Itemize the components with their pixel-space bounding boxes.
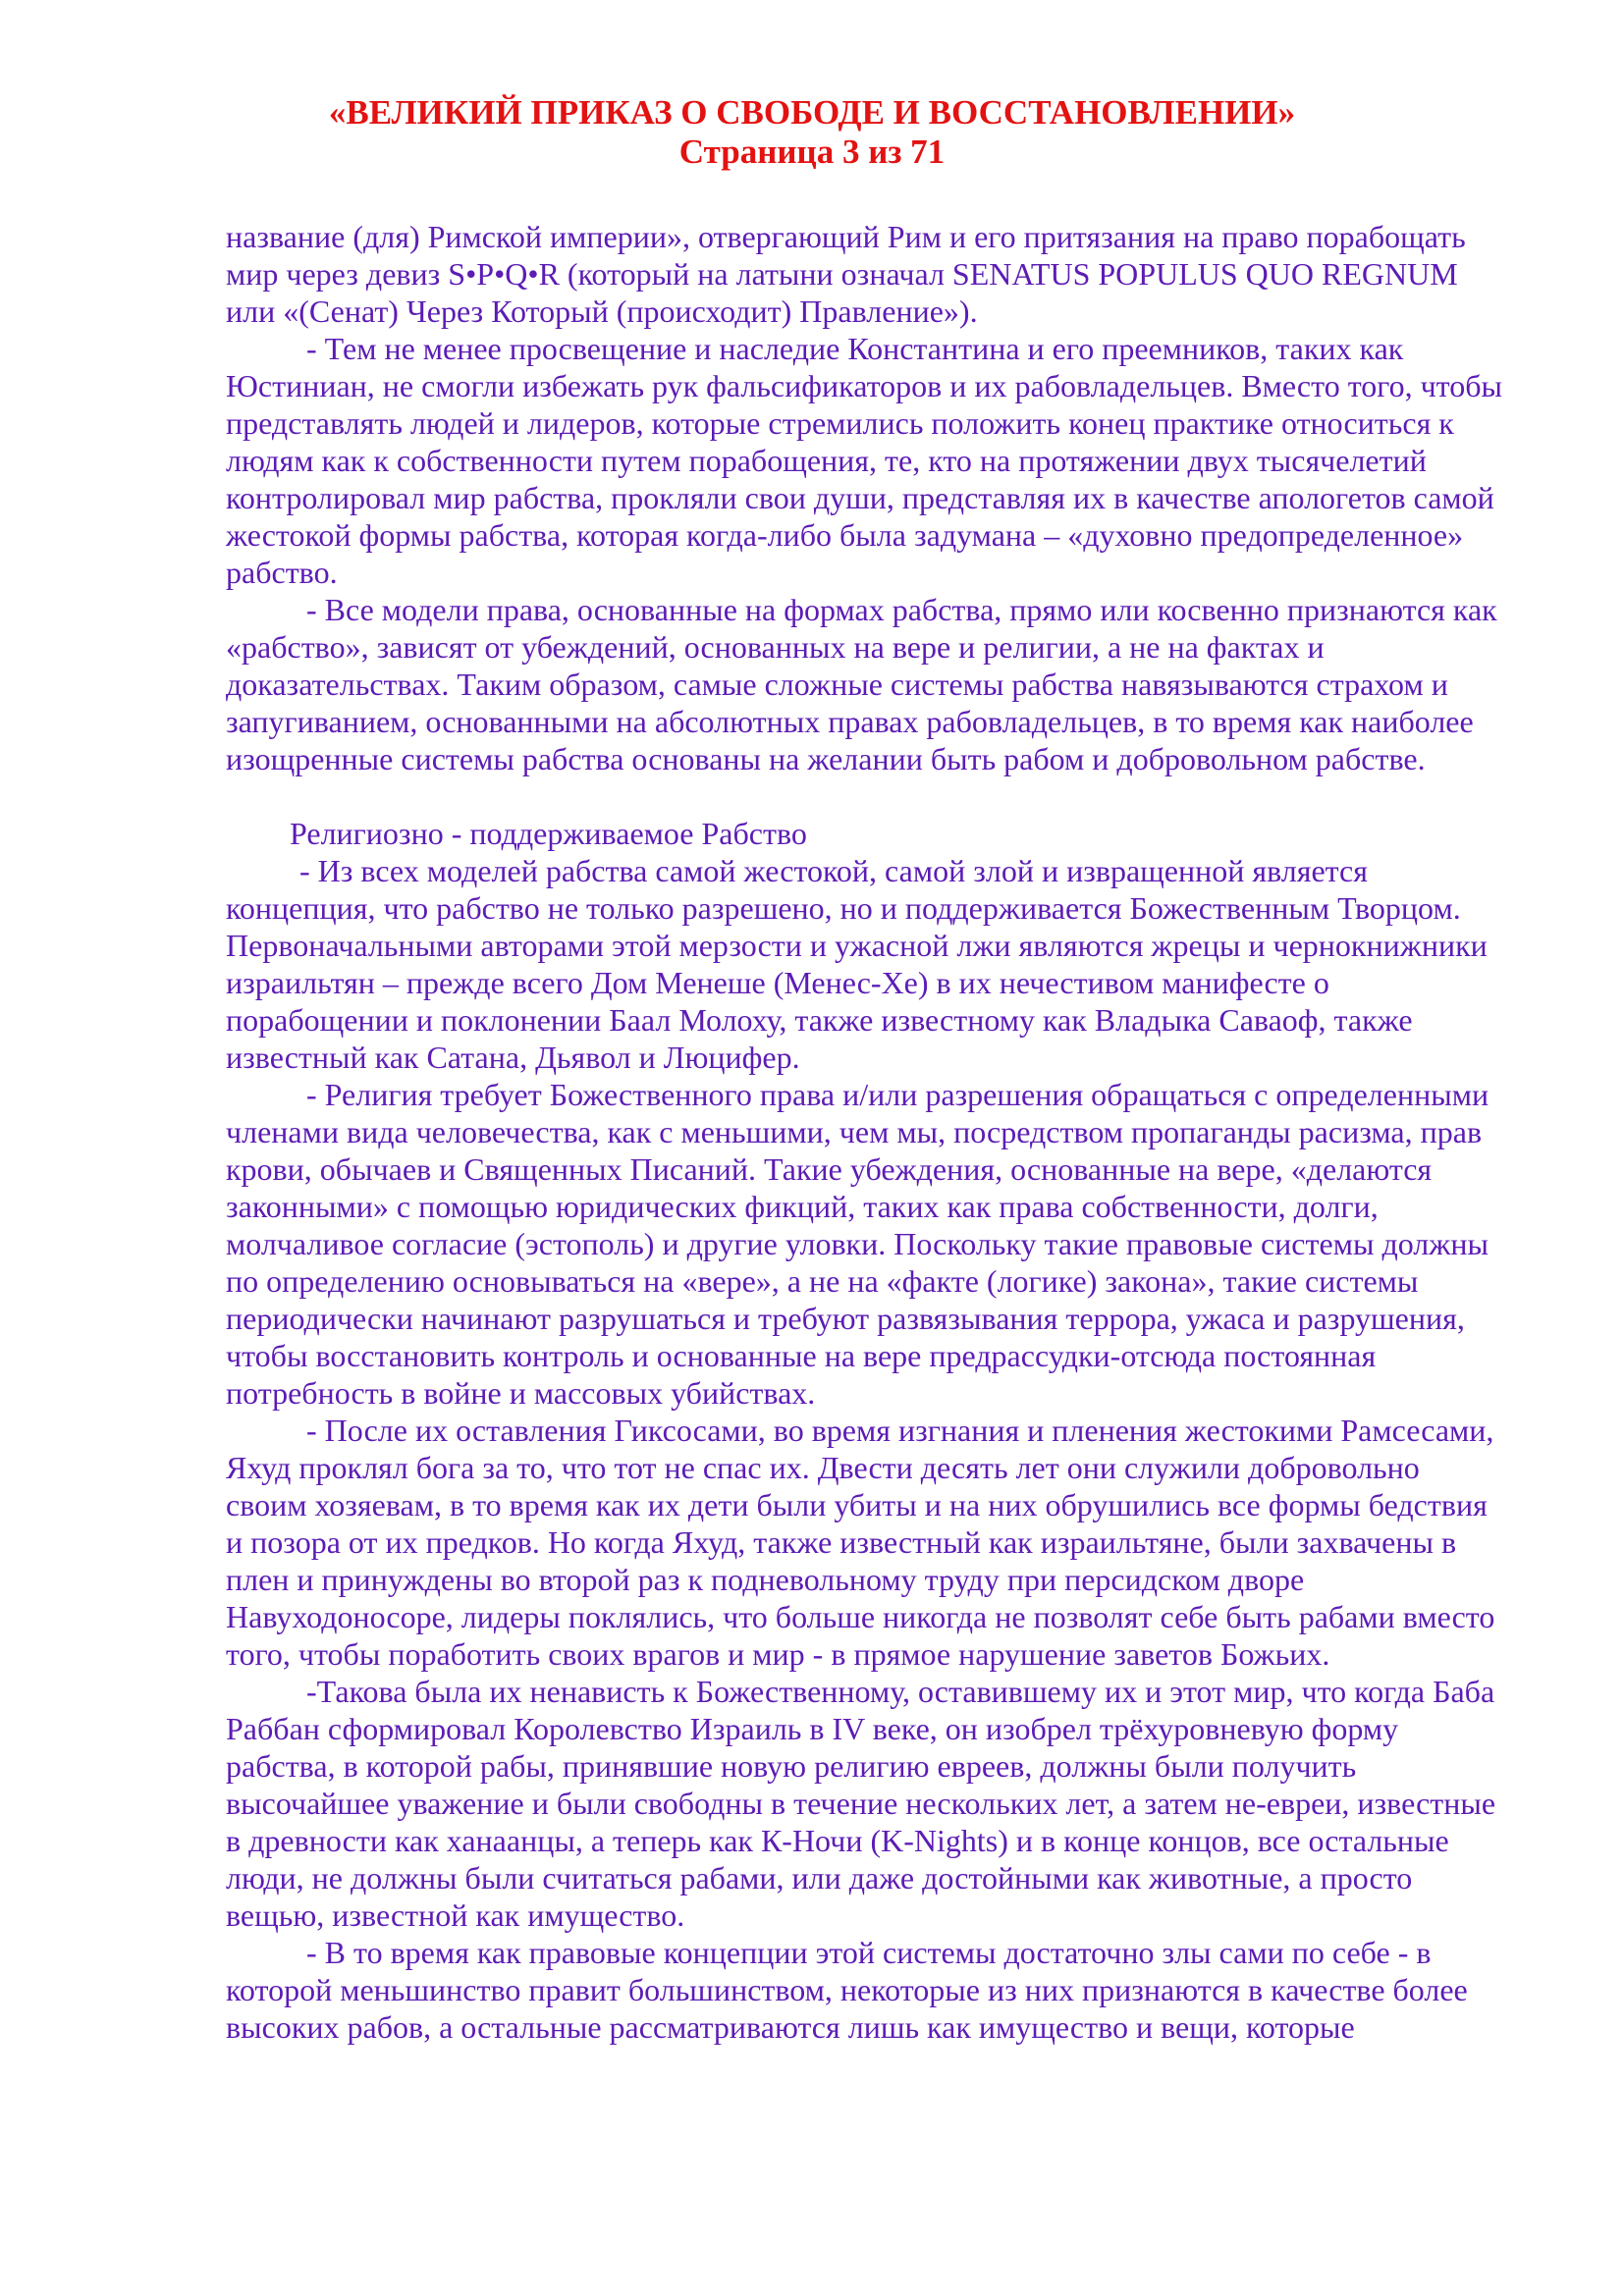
paragraph: - Религия требует Божественного права и/или разрешения обращаться с определенными членами вида человечества, как с меньшими, чем мы, посредством пропаганды расизма, прав крови, обычаев и Священных Писаний. Такие убеждения, основанные на вере, «делаются законными» с помощью юридических фикций, таких как права собственности, долги, молчаливое согласие (эстополь) и другие уловки. Поскольку такие правовые системы должны по определению основываться на «вере», а не на «факте (логике) закона», такие системы периодически начинают разрушаться и требуют развязывания террора, ужаса и разрушения, чтобы восстановить контроль и основанные на вере предрассудки-отсюда постоянная потребность в войне и массовых убийствах. [226,1077,1489,1411]
paragraph-continuation: название (для) Римской империи», отвергающий Рим и его притязания на право порабощать мир через девиз S•P•Q•R (который на латыни означал SENATUS POPULUS QUO REGNUM или «(Сенат) Через Который (происходит) Правление»). [226,219,1466,329]
paragraph: - Из всех моделей рабства самой жестокой, самой злой и извращенной является концепция, что рабство не только разрешено, но и поддерживается Божественным Творцом. Первоначальными авторами этой мерзости и ужасной лжи являются жрецы и чернокнижники израильтян – прежде всего Дом Менеше (Менес-Хе) в их нечестивом манифесте о порабощении и поклонении Баал Молоху, также известному как Владыка Саваоф, также известный как Сатана, Дьявол и Люцифер. [226,853,1488,1075]
paragraph: - После их оставления Гиксосами, во время изгнания и пленения жестокими Рамсесами, Яхуд проклял бога за то, что тот не спас их. Двести десять лет они служили добровольно своим хозяевам, в то время как их дети были убиты и на них обрушились все формы бедствия и позора от их предков. Но когда Яхуд, также известный как израильтяне, были захвачены в плен и принуждены во второй раз к подневольному труду при персидском дворе Навуходоносоре, лидеры поклялись, что больше никогда не позволят себе быть рабами вместо того, чтобы поработить своих врагов и мир - в прямое нарушение заветов Божьих. [226,1413,1495,1672]
paragraph: - Тем не менее просвещение и наследие Константина и его преемников, таких как Юстиниан, не смогли избежать рук фальсификаторов и их рабовладельцев. Вместо того, чтобы представлять людей и лидеров, которые стремились положить конец практике относиться к людям как к собственности путем порабощения, те, кто на протяжении двух тысячелетий контролировал мир рабства, прокляли свои души, представляя их в качестве апологетов самой жестокой формы рабства, которая когда-либо была задумана – «духовно предопределенное» рабство. [226,331,1503,590]
paragraph: - В то время как правовые концепции этой системы достаточно злы сами по себе - в которой меньшинство правит большинством, некоторые из них признаются в качестве более высоких рабов, а остальные рассматриваются лишь как имущество и вещи, которые [226,1935,1468,2045]
document-title: «ВЕЛИКИЙ ПРИКАЗ О СВОБОДЕ И ВОССТАНОВЛЕНИИ» [328,93,1296,132]
section-heading: Религиозно - поддерживаемое Рабство [290,816,807,851]
document-body [0,218,1624,2046]
paragraph: - Все модели права, основанные на формах рабства, прямо или косвенно признаются как «рабство», зависят от убеждений, основанных на вере и религии, а не на фактах и доказательствах. Таким образом, самые сложные системы рабства навязываются страхом и запугиванием, основанными на абсолютных правах рабовладельцев, в то время как наиболее изощренные системы рабства основаны на желании быть рабом и добровольном рабстве. [226,592,1497,776]
page-indicator: Страница 3 из 71 [678,133,946,171]
paragraph: -Такова была их ненависть к Божественному, оставившему их и этот мир, что когда Баба Раббан сформировал Королевство Израиль в IV веке, он изобрел трёхуровневую форму рабства, в которой рабы, принявшие новую религию евреев, должны были получить высочайшее уважение и были свободны в течение нескольких лет, а затем не-евреи, известные в древности как ханаанцы, а теперь как К-Ночи (K-Nights) и в конце концов, все остальные люди, не должны были считаться рабами, или даже достойными как животные, а просто вещью, известной как имущество. [226,1674,1496,1933]
